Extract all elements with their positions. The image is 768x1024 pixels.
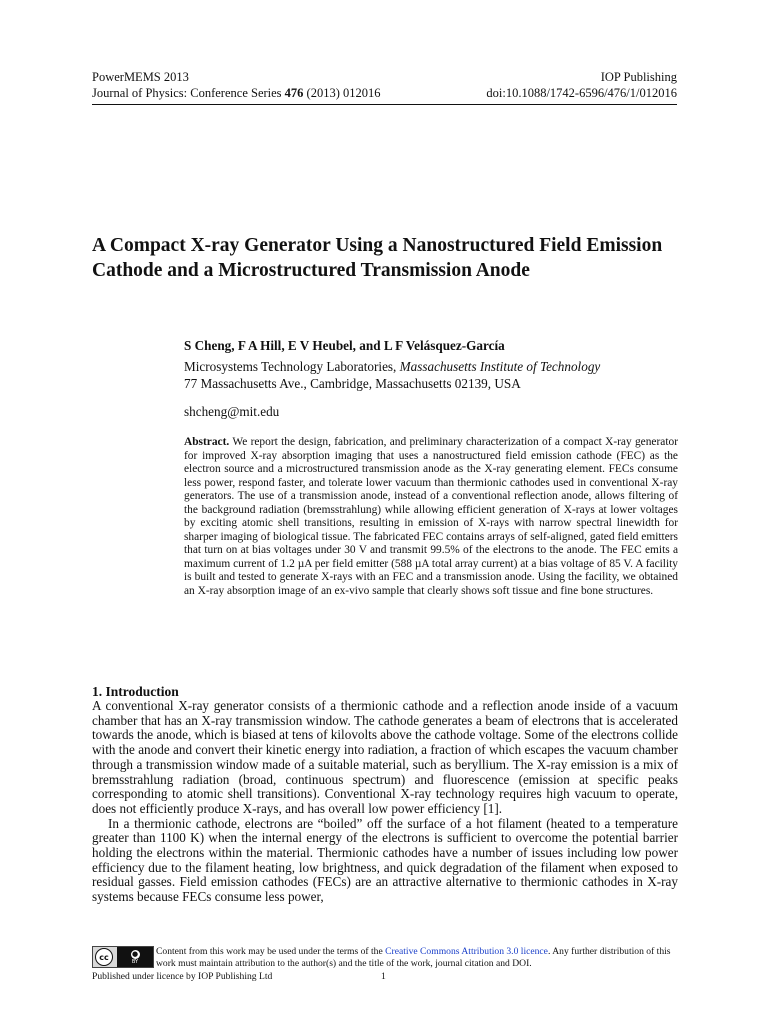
section-body	[92, 699, 678, 905]
journal-volume: 476	[284, 86, 304, 100]
affiliation	[184, 358, 684, 392]
author-list: S Cheng, F A Hill, E V Heubel, and L F Velásquez-García	[184, 338, 505, 353]
affiliation-institute: Massachusetts Institute of Technology	[399, 359, 601, 374]
abstract	[184, 436, 678, 598]
license-notice	[156, 946, 680, 970]
attribution-person-icon: ●	[131, 950, 139, 958]
license-link[interactable]: Creative Commons Attribution 3.0 licence	[385, 946, 548, 957]
conference-name: PowerMEMS 2013	[92, 70, 189, 84]
affiliation-line	[184, 358, 684, 375]
publisher-name: IOP Publishing	[600, 70, 677, 84]
by-icon	[117, 947, 153, 967]
section-heading: 1. Introduction	[92, 684, 179, 699]
license-prefix: Content from this work may be used under the terms of the	[156, 946, 386, 957]
paragraph: A conventional X-ray generator consists of a thermionic cathode and a reflection anode inside of a vacuum chamber that has an X-ray transmission window. The cathode generates a beam of electrons that is accelerated towards the anode, which is biased at tens of kilovolts above the cathode voltage. Some of the electrons collide with the anode and convert their kinetic energy into radiation, a fraction of which escapes the vacuum chamber through a transmission window made of a suitable material, such as beryllium. The X-ray emission is a mix of bremsstrahlung radiation (broad, continuous spectrum) and fluorescence (emission at specific peaks corresponding to atomic shell transitions). Conventional X-ray technology requires high vacuum to operate, does not efficiently produce X-rays, and has overall low power efficiency [1].	[92, 698, 678, 816]
cc-icon: cc	[95, 948, 113, 966]
header-rule	[92, 104, 677, 105]
paper-title: A Compact X-ray Generator Using a Nanostructured Field Emission Cathode and a Microstructured Transmission Anode	[92, 235, 663, 281]
by-label: BY	[131, 958, 139, 965]
page-number: 1	[381, 971, 386, 982]
journal-prefix: Journal of Physics: Conference Series	[92, 86, 285, 100]
contact-email: shcheng@mit.edu	[184, 404, 280, 419]
affiliation-lab: Microsystems Technology Laboratories,	[184, 359, 400, 374]
abstract-text: We report the design, fabrication, and preliminary characterization of a compact X-ray generator for improved X-ray absorption imaging that uses a nanostructured field emission cathode (FEC) as the electron source and a microstructured transmission anode as the X-ray generating element. FECs consume less power, respond faster, and tolerate lower vacuum than thermionic cathodes used in conventional X-ray generators. The use of a transmission anode, instead of a conventional reflection anode, allows filtering of the background radiation (bremsstrahlung) while allowing efficient generation of X-rays at lower voltages by exciting atomic shell transitions, resulting in emission of X-rays with narrow spectral linewidth for sharper imaging of biological tissue. The fabricated FEC contains arrays of self-aligned, gated field emitters that turn on at bias voltages under 30 V and transmit 99.5% of the electrons to the anode. The FEC emits a maximum current of 1.2 µA per field emitter (588 µA total array current) at a bias voltage of 85 V. A facility is built and tested to generate X-rays with an FEC and a transmission anode. Using the facility, we obtained an X-ray absorption image of an ex-vivo sample that clearly shows soft tissue and fine bone structures.	[184, 436, 678, 597]
published-by: Published under licence by IOP Publishing Ltd	[92, 971, 273, 982]
abstract-label: Abstract.	[184, 436, 230, 448]
license-suffix: . Any further distribution of this work must maintain attribution to the author(s) and the title of the work, journal citation and DOI.	[156, 946, 671, 969]
doi: doi:10.1088/1742-6596/476/1/012016	[486, 86, 677, 100]
paragraph: In a thermionic cathode, electrons are “boiled” off the surface of a hot filament (heated to a temperature greater than 1100 K) when the internal energy of the electrons is sufficient to overcome the potential barrier holding the electrons within the material. Thermionic cathodes have a number of issues including low power efficiency due to the filament heating, low brightness, and quick degradation of the filament when exposed to residual gasses. Field emission cathodes (FECs) are an attractive alternative to thermionic cathodes in X-ray systems because FECs consume less power,	[92, 815, 678, 905]
affiliation-address: 77 Massachusetts Ave., Cambridge, Massachusetts 02139, USA	[184, 376, 521, 391]
journal-suffix: (2013) 012016	[303, 86, 381, 100]
cc-by-license-icon	[92, 946, 154, 968]
